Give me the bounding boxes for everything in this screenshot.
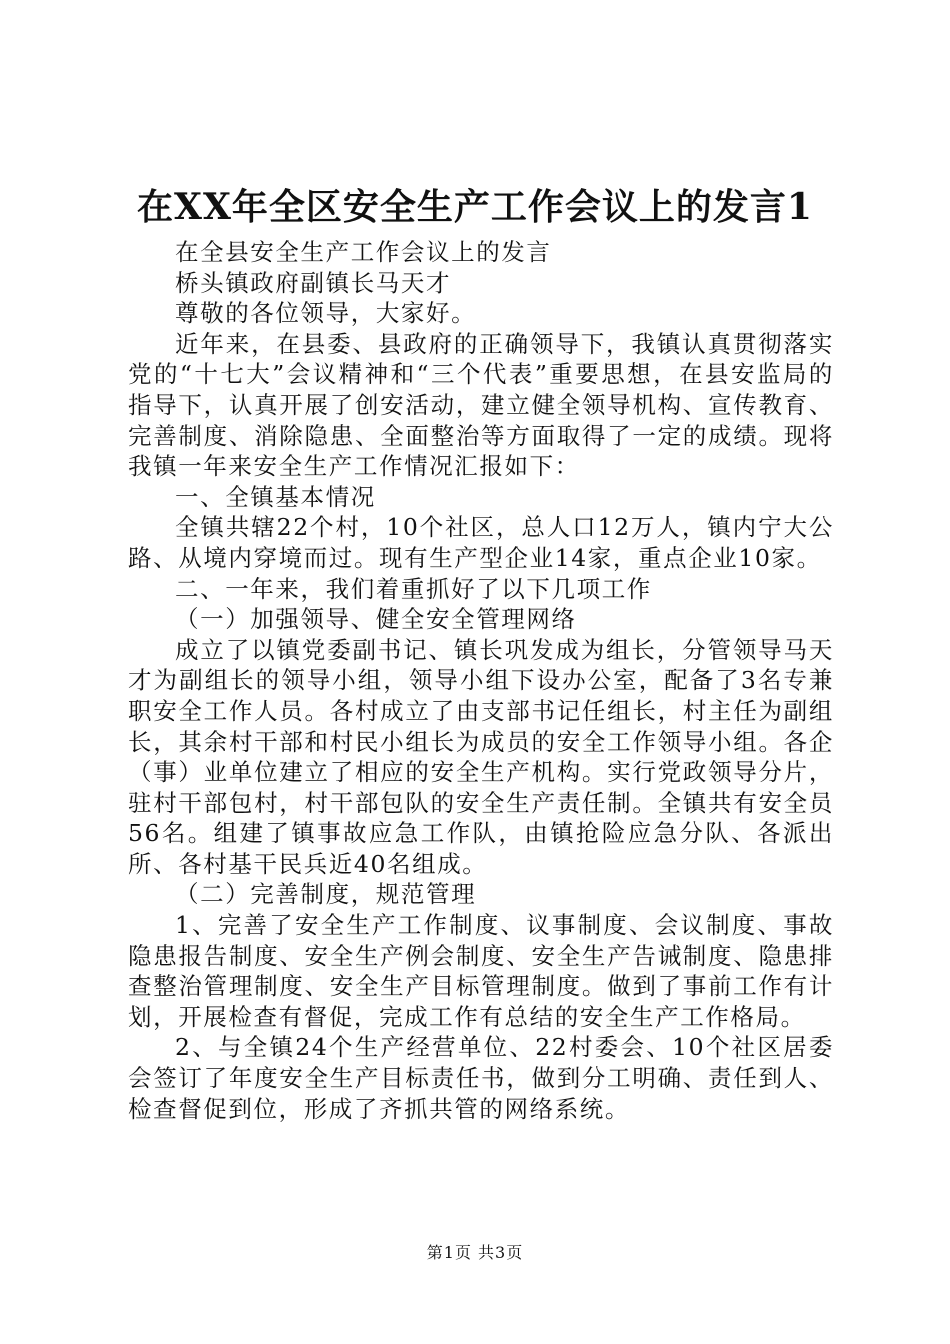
system-paragraph-1: 1、完善了安全生产工作制度、议事制度、会议制度、事故隐患报告制度、安全生产例会制度、安全生产告诫制度、隐患排查整治管理制度、安全生产目标管理制度。做到了事前工作有计划，开展检查有督促，完成工作有总结的安全生产工作格局。 (128, 911, 834, 1031)
system-paragraph-2: 2、与全镇24个生产经营单位、22村委会、10个社区居委会签订了年度安全生产目标责任书，做到分工明确、责任到人、检查督促到位，形成了齐抓共管的网络系统。 (128, 1033, 834, 1123)
basic-info-paragraph: 全镇共辖22个村，10个社区，总人口12万人，镇内宁大公路、从境内穿境而过。现有生产型企业14家，重点企业10家。 (128, 513, 834, 572)
intro-paragraph: 近年来，在县委、县政府的正确领导下，我镇认真贯彻落实党的“十七大”会议精神和“三个代表”重要思想，在县安监局的指导下，认真开展了创安活动，建立健全领导机构、宣传教育、完善制度、消除隐患、全面整治等方面取得了一定的成绩。现将我镇一年来安全生产工作情况汇报如下： (128, 329, 834, 481)
speech-heading: 在全县安全生产工作会议上的发言 (175, 238, 552, 266)
page-footer: 第1页 共3页 (426, 1243, 524, 1262)
section-heading-1: 一、全镇基本情况 (175, 482, 376, 511)
subsection-heading-2: （二）完善制度，规范管理 (175, 880, 477, 909)
subsection-heading-1: （一）加强领导、健全安全管理网络 (175, 605, 577, 634)
leadership-paragraph: 成立了以镇党委副书记、镇长巩发成为组长，分管领导马天才为副组长的领导小组，领导小组下设办公室，配备了3名专兼职安全工作人员。各村成立了由支部书记任组长，村主任为副组长，其余村干部和村民小组长为成员的安全工作领导小组。各企（事）业单位建立了相应的安全生产机构。实行党政领导分片，驻村干部包村，村干部包队的安全生产责任制。全镇共有安全员56名。组建了镇事故应急工作队，由镇抢险应急分队、各派出所、各村基干民兵近40名组成。 (128, 635, 834, 878)
greeting: 尊敬的各位领导，大家好。 (175, 299, 477, 328)
document-title: 在XX年全区安全生产工作会议上的发言1 (137, 186, 813, 228)
section-heading-2: 二、一年来，我们着重抓好了以下几项工作 (175, 574, 652, 603)
speaker-line: 桥头镇政府副镇长马天才 (175, 268, 452, 297)
document-body (128, 237, 834, 1124)
